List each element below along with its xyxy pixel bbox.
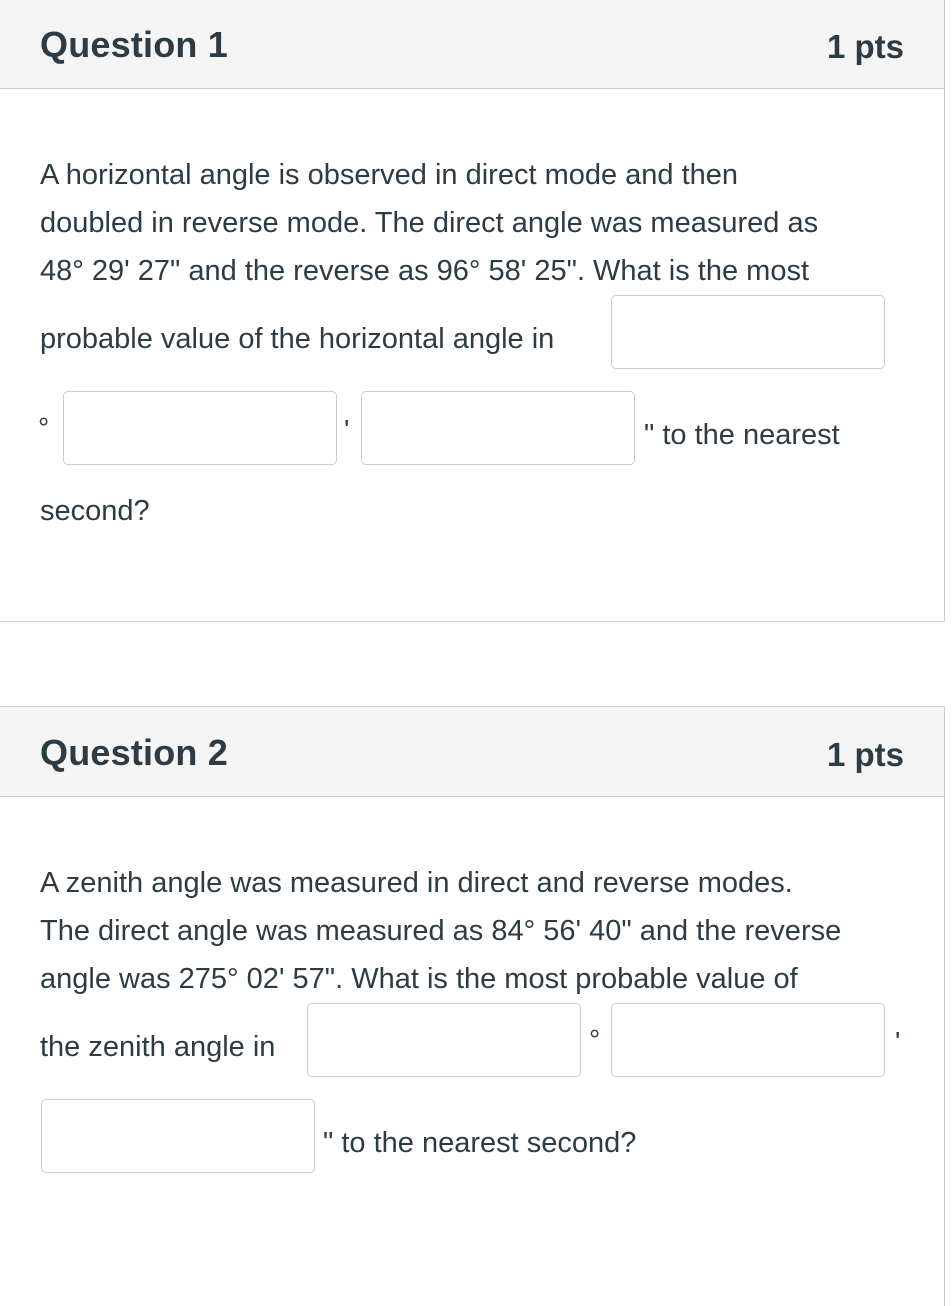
question-2-minute-symbol: ' (895, 1026, 901, 1057)
question-1-points: 1 pts (826, 28, 904, 65)
question-2-degrees-input[interactable] (307, 1003, 581, 1077)
question-2-text-line-1: A zenith angle was measured in direct and reverse modes. (40, 867, 793, 899)
question-2-trailing-text: " to the nearest second? (323, 1127, 637, 1159)
question-1-title: Question 1 (40, 24, 229, 65)
question-1-degree-symbol: ° (38, 412, 50, 443)
question-1-seconds-input[interactable] (361, 391, 635, 465)
question-1-final-line: second? (40, 495, 150, 527)
question-2-points: 1 pts (826, 736, 904, 773)
question-2-text-line-4: the zenith angle in (40, 1031, 276, 1063)
question-1-text-line-2: doubled in reverse mode. The direct angle was measured as (40, 207, 819, 239)
question-2-card (0, 706, 945, 1306)
question-1-card (0, 0, 945, 622)
question-1-text-line-1: A horizontal angle is observed in direct mode and then (40, 159, 739, 191)
question-1-minute-symbol: ' (344, 414, 350, 445)
question-1-text-line-4: probable value of the horizontal angle in (40, 323, 555, 355)
question-1-degrees-input[interactable] (611, 295, 885, 369)
question-2-minutes-input[interactable] (611, 1003, 885, 1077)
question-2-text-line-3: angle was 275° 02' 57". What is the most probable value of (40, 963, 798, 995)
question-2-seconds-input[interactable] (41, 1099, 315, 1173)
question-1-minutes-input[interactable] (63, 391, 337, 465)
question-1-header (0, 0, 944, 89)
question-1-text-line-3: 48° 29' 27" and the reverse as 96° 58' 25". What is the most (40, 255, 810, 287)
question-2-title: Question 2 (40, 732, 229, 773)
question-2-degree-symbol: ° (589, 1024, 601, 1055)
question-2-header (0, 707, 944, 797)
question-1-trailing-text: " to the nearest (644, 419, 840, 451)
question-2-text-line-2: The direct angle was measured as 84° 56' 40" and the reverse (40, 915, 842, 947)
